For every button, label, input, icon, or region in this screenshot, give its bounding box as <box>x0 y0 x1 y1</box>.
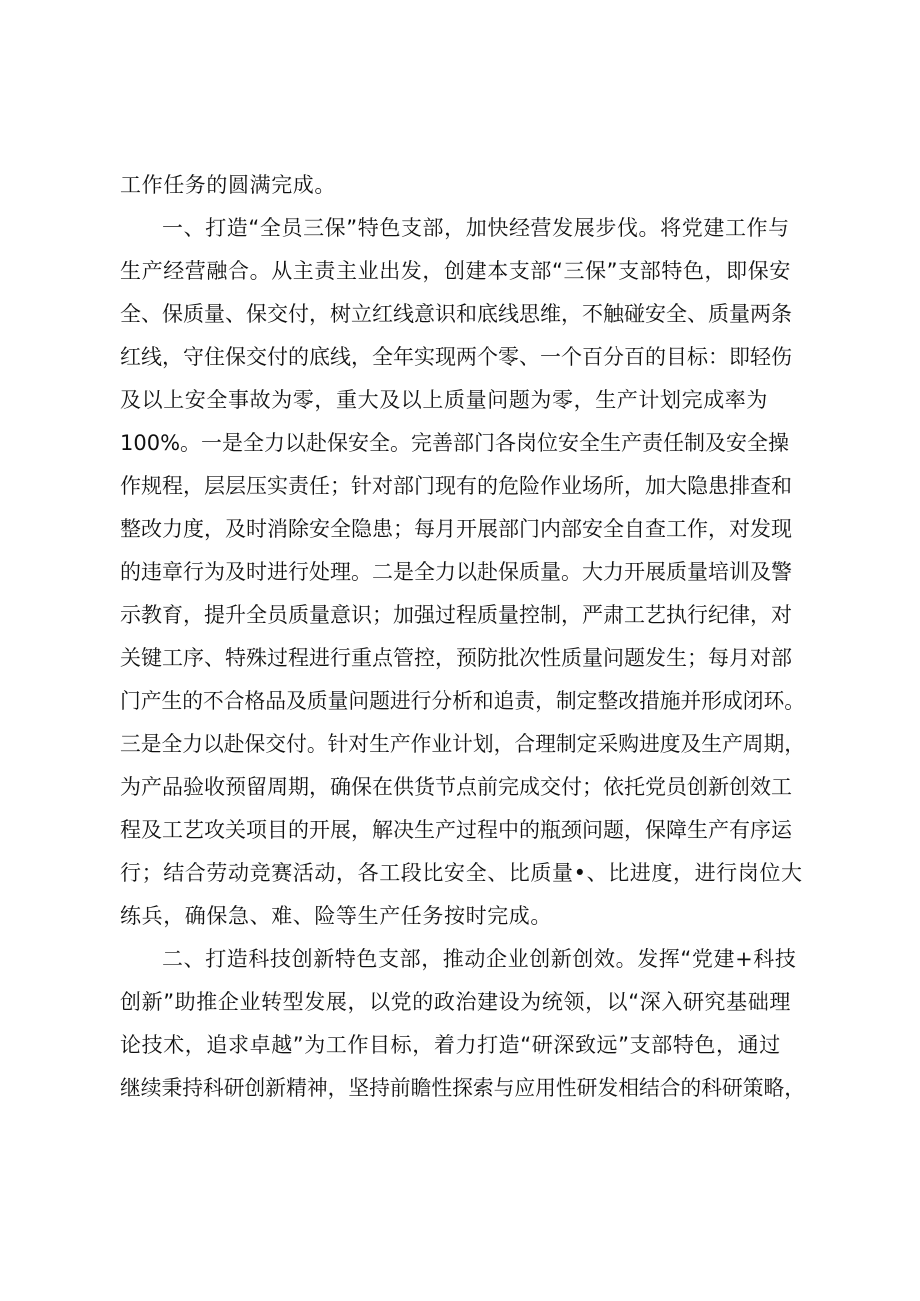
text-line: 三是全力以赴保交付。针对生产作业计划，合理制定采购进度及生产周期， <box>120 732 806 756</box>
text-line: 整改力度，及时消除安全隐患；每月开展部门内部安全自查工作，对发现 <box>120 517 792 541</box>
text-line: 门产生的不合格品及质量问题进行分析和追责，制定整改措施并形成闭环。 <box>120 689 806 713</box>
text-line: 关键工序、特殊过程进行重点管控，预防批次性质量问题发生；每月对部 <box>120 646 792 670</box>
text-line: 全、保质量、保交付，树立红线意识和底线思维，不触碰安全、质量两条 <box>120 302 792 326</box>
text-line: 继续秉持科研创新精神，坚持前瞻性探索与应用性研发相结合的科研策略， <box>120 1076 806 1100</box>
text-line: 练兵，确保急、难、险等生产任务按时完成。 <box>120 904 552 928</box>
text-line: 及以上安全事故为零，重大及以上质量问题为零，生产计划完成率为 <box>120 388 768 412</box>
text-line: 的违章行为及时进行处理。二是全力以赴保质量。大力开展质量培训及警 <box>120 560 792 584</box>
paragraph-heading-2: 二、打造科技创新特色支部，推动企业创新创效。发挥“党建+科技 <box>162 947 797 971</box>
text-line: 作规程，层层压实责任；针对部门现有的危险作业场所，加大隐患排查和 <box>120 474 792 498</box>
text-line: 示教育，提升全员质量意识；加强过程质量控制，严肃工艺执行纪律，对 <box>120 603 792 627</box>
text-line: 100%。一是全力以赴保安全。完善部门各岗位安全生产责任制及安全操 <box>120 431 790 455</box>
text-line: 红线，守住保交付的底线，全年实现两个零、一个百分百的目标：即轻伤 <box>120 345 792 369</box>
text-line: 程及工艺攻关项目的开展，解决生产过程中的瓶颈问题，保障生产有序运 <box>120 818 792 842</box>
text-line: 论技术，追求卓越”为工作目标，着力打造“研深致远”支部特色，通过 <box>120 1033 781 1057</box>
paragraph-heading-1: 一、打造“全员三保”特色支部，加快经营发展步伐。将党建工作与 <box>162 216 790 240</box>
text-line: 工作任务的圆满完成。 <box>120 173 336 197</box>
text-line: 创新”助推企业转型发展，以党的政治建设为统领，以“深入研究基础理 <box>120 990 791 1014</box>
text-line: 行；结合劳动竞赛活动，各工段比安全、比质量•、比进度，进行岗位大 <box>120 861 803 885</box>
text-line: 生产经营融合。从主责主业出发，创建本支部“三保”支部特色，即保安 <box>120 259 791 283</box>
text-line: 为产品验收预留周期，确保在供货节点前完成交付；依托党员创新创效工 <box>120 775 792 799</box>
